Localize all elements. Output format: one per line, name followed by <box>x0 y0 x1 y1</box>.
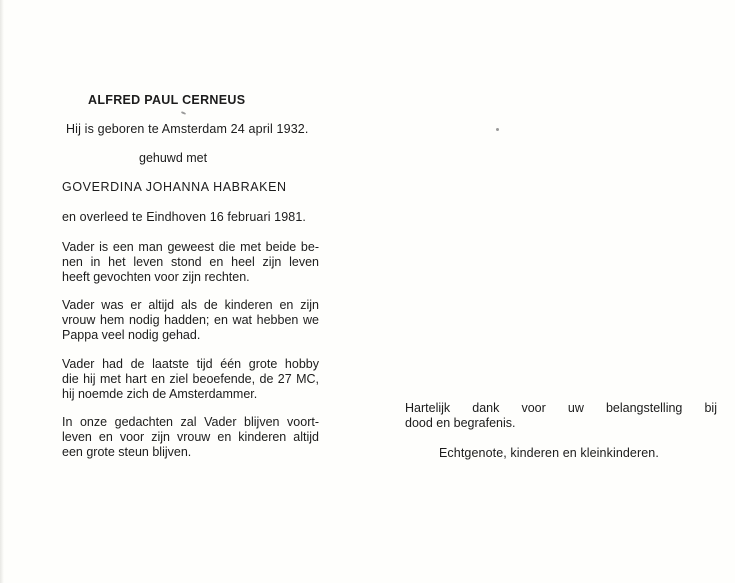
print-speck <box>496 128 499 131</box>
married-line: gehuwd met <box>139 151 208 165</box>
paragraph-line: hij noemde zich de Amsterdammer. <box>62 387 258 401</box>
thanks-text <box>405 401 717 431</box>
thanks-line: dood en begrafenis. <box>405 416 516 430</box>
paragraph-1 <box>62 240 319 285</box>
paragraph-2 <box>62 298 319 343</box>
paragraph-line: Vader is een man geweest die met beide be- <box>62 240 319 254</box>
birth-line: Hij is geboren te Amsterdam 24 april 1932. <box>66 122 309 136</box>
paragraph-line: vrouw hem nodig hadden; en wat hebben we <box>62 313 319 327</box>
deceased-name: ALFRED PAUL CERNEUS <box>88 93 246 107</box>
paragraph-line: die hij met hart en ziel beoefende, de 27 MC, <box>62 372 319 386</box>
paragraph-line: nen in het leven stond en heel zijn leven <box>62 255 319 269</box>
card-edge <box>0 0 4 583</box>
paragraph-line: heeft gevochten voor zijn rechten. <box>62 270 250 284</box>
thanks-line: Hartelijk dank voor uw belangstelling bij <box>405 401 717 415</box>
paragraph-line: Vader was er altijd als de kinderen en zijn <box>62 298 319 312</box>
paragraph-line: een grote steun blijven. <box>62 445 192 459</box>
paragraph-line: In onze gedachten zal Vader blijven voort- <box>62 415 319 429</box>
paragraph-4 <box>62 415 319 460</box>
paragraph-3 <box>62 357 319 402</box>
paragraph-line: Pappa veel nodig gehad. <box>62 328 201 342</box>
paragraph-line: leven en voor zijn vrouw en kinderen altijd <box>62 430 319 444</box>
print-speck <box>181 111 186 115</box>
family-signature: Echtgenote, kinderen en kleinkinderen. <box>439 446 659 460</box>
spouse-name: GOVERDINA JOHANNA HABRAKEN <box>62 180 287 194</box>
paragraph-line: Vader had de laatste tijd één grote hobby <box>62 357 319 371</box>
death-line: en overleed te Eindhoven 16 februari 1981. <box>62 210 306 224</box>
